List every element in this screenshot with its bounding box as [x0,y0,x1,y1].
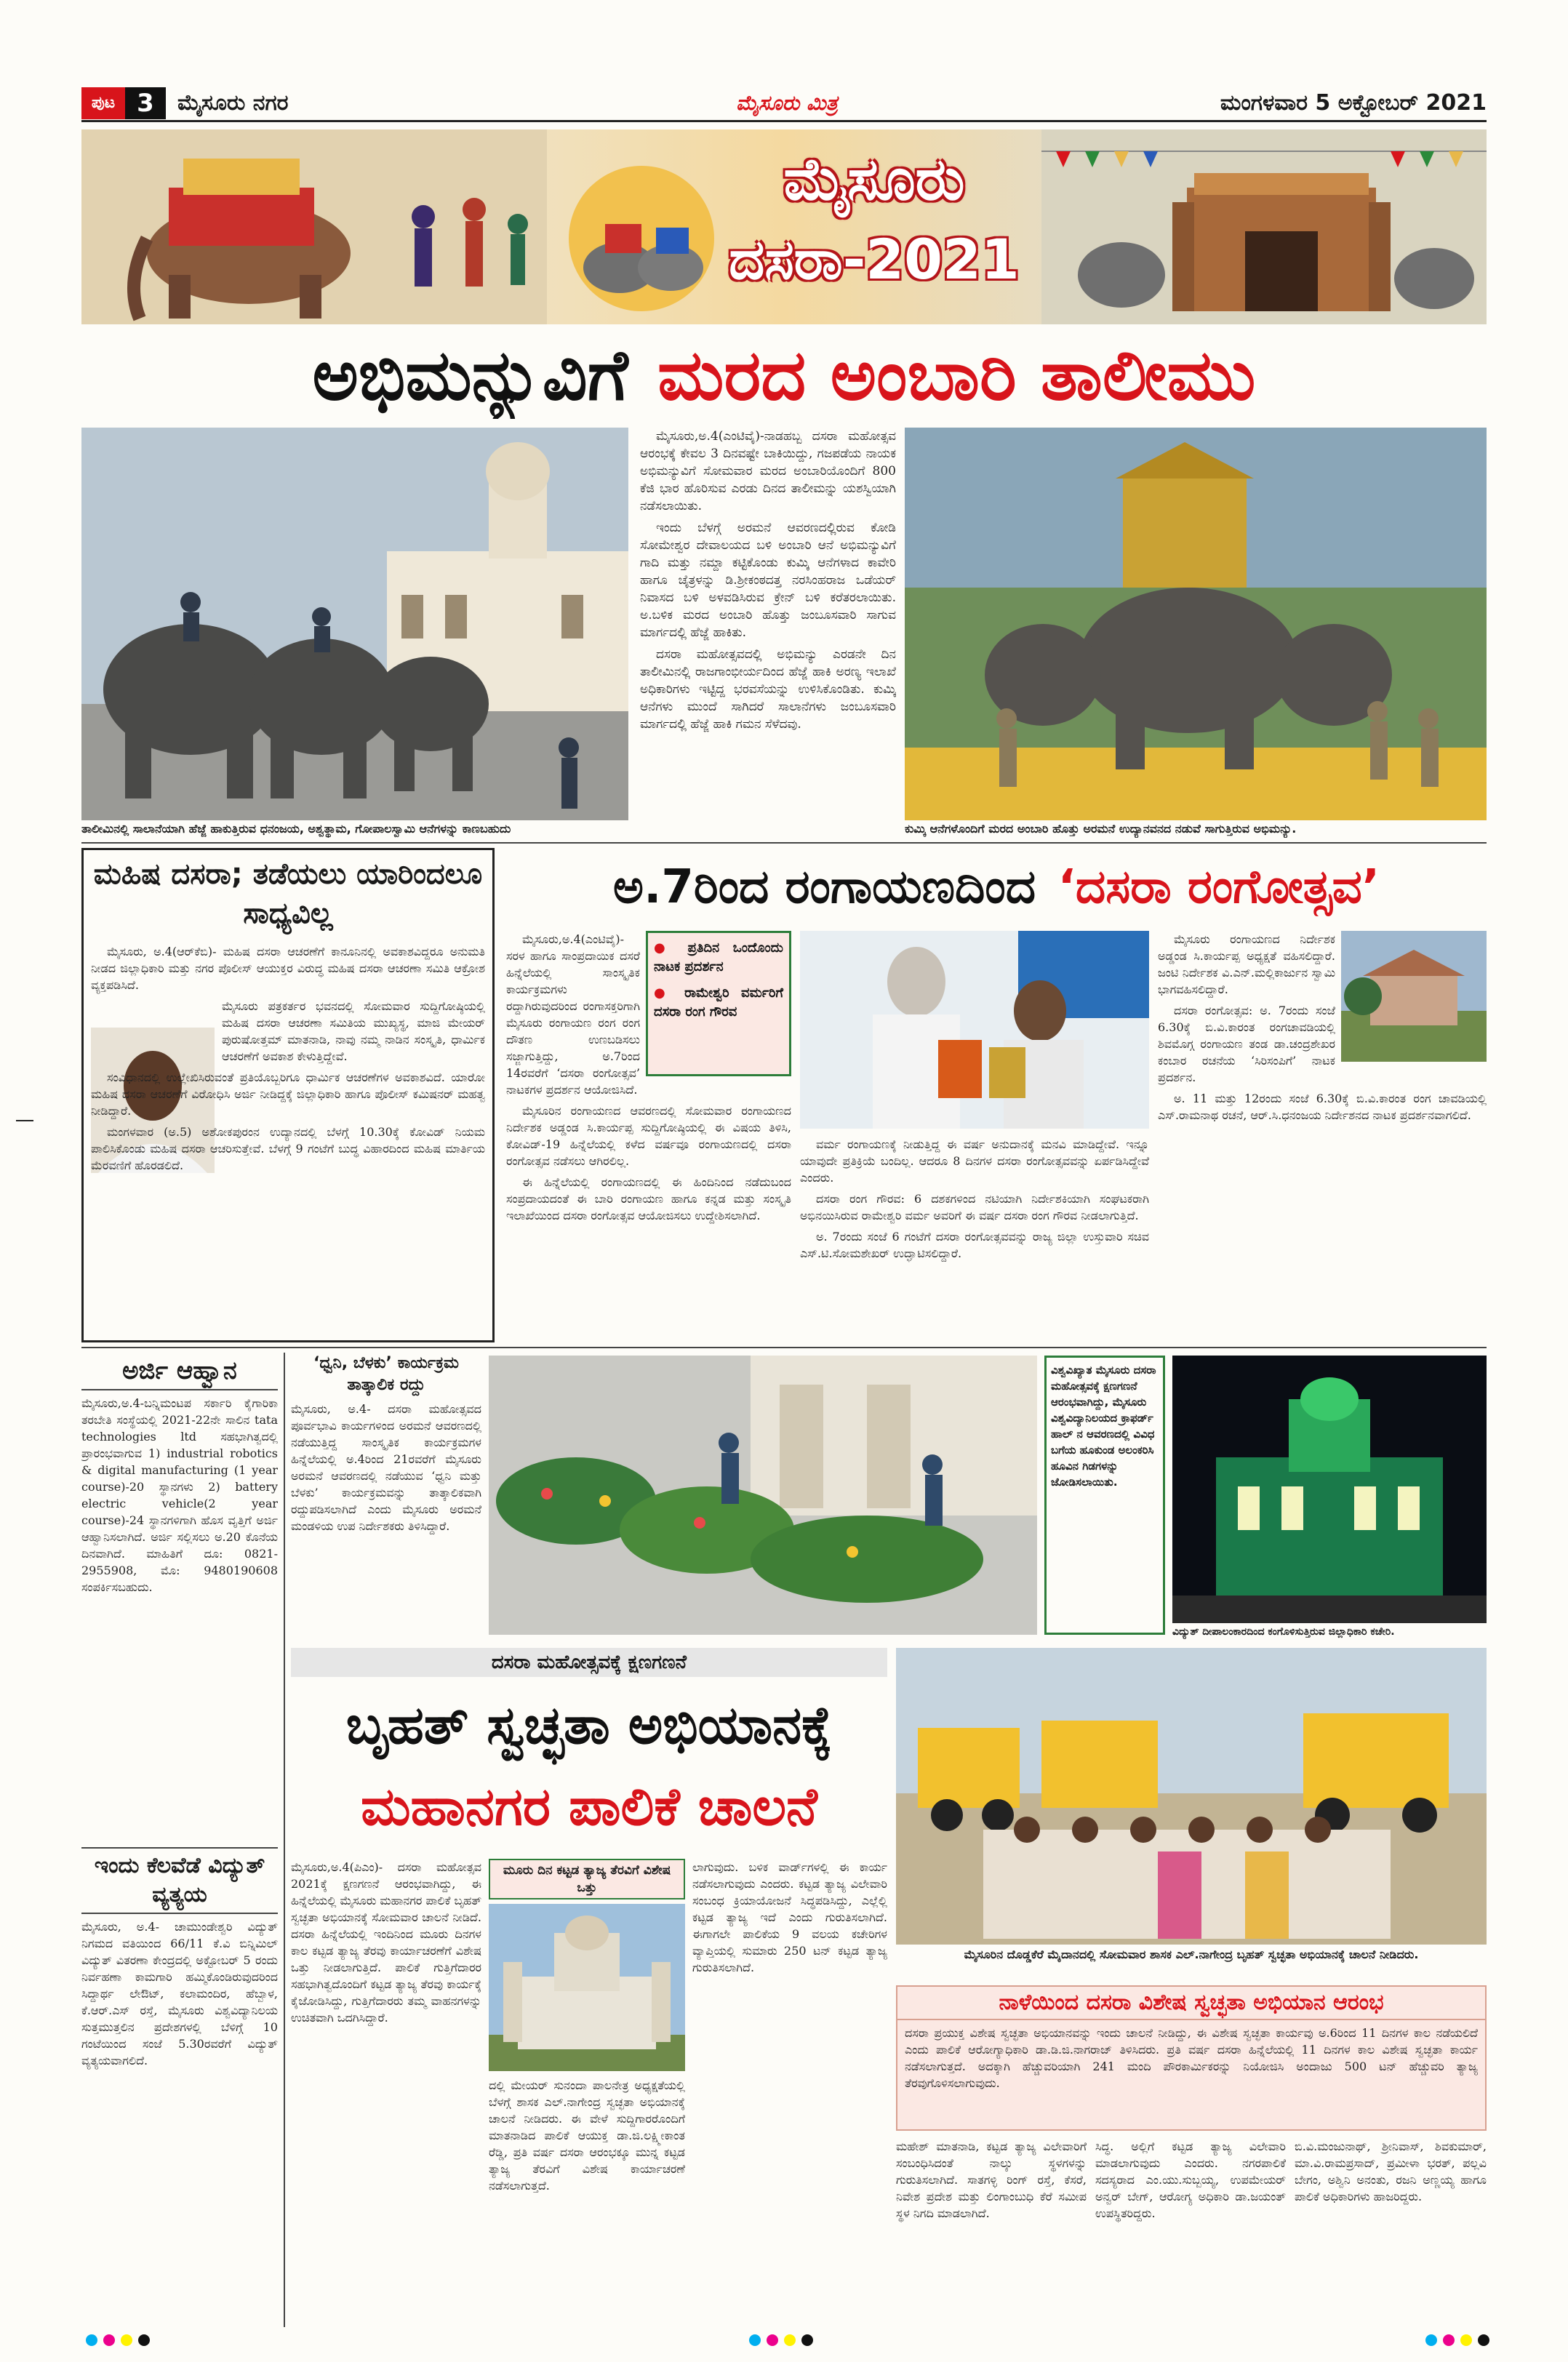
special-drive-bottom-col1: ಮಹೇಶ್ ಮಾತನಾಡಿ, ಕಟ್ಟಡ ತ್ಯಾಜ್ಯ ವಿಲೇವಾರಿಗೆ ಸಂಬಂಧಿಸಿದಂತೆ ನಾಲ್ಕು ಸ್ಥಳಗಳನ್ನು ಗುರುತಿಸಲಾಗಿದೆ. ಸಾತಗಳ್ಳಿ ರಿಂಗ್ ರಸ್ತೆ, ಕೆಸರೆ, ನಿವೇಶ ಪ್ರದೇಶ ಮತ್ತು ಲಿಂಗಾಂಬುಧಿ ಕೆರೆ ಸಮೀಪ ಸ್ಥಳ ನಿಗದಿ ಮಾಡಲಾಗಿದೆ. [896,2139,1087,2220]
cleanliness-kicker: ದಸರಾ ಮಹೋತ್ಸವಕ್ಕೆ ಕ್ಷಣಗಣನೆ [291,1648,887,1677]
photo-rangayana-release [800,931,1149,1129]
power-headline: ಇಂದು ಕೆಲವೆಡೆ ವಿದ್ಯುತ್ ವ್ಯತ್ಯಯ [81,1847,278,1914]
masthead [81,84,1487,122]
rangayana-body-col1 [506,931,791,1338]
main-story-para-3: ದಸರಾ ಮಹೋತ್ಸವದಲ್ಲಿ ಅಭಿಮನ್ಯು ಎರಡನೇ ದಿನ ತಾಲೀಮಿನಲ್ಲಿ ರಾಜಗಾಂಭೀರ್ಯದಿಂದ ಹೆಜ್ಜೆ ಹಾಕಿ ಅರಣ್ಯ ಇಲಾಖೆ ಅಧಿಕಾರಿಗಳು ಇಟ್ಟಿದ್ದ ಭರವಸೆಯನ್ನು ಉಳಿಸಿಕೊಂಡಿತು. ಕುಮ್ಕಿ ಆನೆಗಳು ಮುಂದೆ ಸಾಗಿದರೆ ಸಾಲಾನೆಗಳು ಜಂಬೂಸವಾರಿ ಮಾರ್ಗದಲ್ಲಿ ಹೆಜ್ಜೆ ಹಾಕಿ ಗಮನ ಸೆಳೆದವು. [640,647,896,732]
main-story-body [640,428,896,835]
reg-dot-black [138,2334,150,2346]
banner-title-line1: ಮೈಸೂರು [783,145,965,213]
rangayana-col1-para-1: ಮೈಸೂರು,ಅ.4(ಎಂಟಿವೈ)- ಸರಳ ಹಾಗೂ ಸಾಂಪ್ರದಾಯಿಕ ದಸರೆ ಹಿನ್ನೆಲೆಯಲ್ಲಿ ಸಾಂಸ್ಕೃತಿಕ ಕಾರ್ಯಕ್ರಮಗಳು ರದ್ದಾಗಿರುವುದರಿಂದ ರಂಗಾಸಕ್ತರಿಗಾಗಿ ಮೈಸೂರು ರಂಗಾಯಣ ರಂಗ ರಂಗ ದೌತಣ ಉಣಬಡಿಸಲು ಸಜ್ಜಾಗುತ್ತಿದ್ದು, ಅ.7ರಿಂದ 14ರವರೆಗೆ ‘ದಸರಾ ರಂಗೋತ್ಸವ’ ನಾಟಕಗಳ ಪ್ರದರ್ಶನ ಆಯೋಜಿಸಿದೆ. [506,932,640,1097]
mahisha-headline: ಮಹಿಷ ದಸರಾ; ತಡೆಯಲು ಯಾರಿಂದಲೂ ಸಾಧ್ಯವಿಲ್ಲ [93,857,483,930]
margin-tick [16,1120,33,1121]
cleanliness-body-col1: ಮೈಸೂರು,ಅ.4(ಪಿಎಂ)- ದಸರಾ ಮಹೋತ್ಸವ 2021ಕ್ಕೆ ಕ್ಷಣಗಣನೆ ಆರಂಭವಾಗಿದ್ದು, ಈ ಹಿನ್ನೆಲೆಯಲ್ಲಿ ಮೈಸೂರು ಮಹಾನಗರ ಪಾಲಿಕೆ ಬೃಹತ್ ಸ್ವಚ್ಛತಾ ಅಭಿಯಾನಕ್ಕೆ ಸೋಮವಾರ ಚಾಲನೆ ನೀಡಿದೆ. ದಸರಾ ಹಿನ್ನೆಲೆಯಲ್ಲಿ ಇಂದಿನಿಂದ ಮೂರು ದಿನಗಳ ಕಾಲ ಕಟ್ಟಡ ತ್ಯಾಜ್ಯ ತೆರವು ಕಾರ್ಯಾಚರಣೆಗೆ ವಿಶೇಷ ಒತ್ತು ನೀಡಲಾಗುತ್ತಿದೆ. ಪಾಲಿಕೆ ಗುತ್ತಿಗೆದಾರರ ಸಹಭಾಗಿತ್ವದೊಂದಿಗೆ ಕಟ್ಟಡ ತ್ಯಾಜ್ಯ ತೆರವು ಕಾರ್ಯಕ್ಕೆ ಕೈಜೋಡಿಸಿದ್ದು, ಗುತ್ತಿಗೆದಾರರು ತಮ್ಮ ವಾಹನಗಳನ್ನು ಉಚಿತವಾಗಿ ಒದಗಿಸಿದ್ದಾರೆ. [291,1860,481,2025]
cleanliness-drive-image [896,1648,1487,1945]
banner-palace-art [1041,129,1487,324]
divider-after-main [81,842,1487,844]
elephants-palace-image [81,428,628,820]
mahisha-para-1: ಮೈಸೂರು, ಅ.4(ಆರ್‌ಕೆಬಿ)- ಮಹಿಷ ದಸರಾ ಆಚರಣೆಗೆ ಕಾನೂನಿನಲ್ಲಿ ಅವಕಾಶವಿದ್ದರೂ ಅನುಮತಿ ನೀಡದ ಜಿಲ್ಲಾಧಿಕಾರಿ ಮತ್ತು ನಗರ ಪೊಲೀಸ್ ಆಯುಕ್ತರ ವಿರುದ್ಧ ಮಹಿಷ ದಸರಾ ಆಚರಣಾ ಸಮಿತಿ ಆಕ್ರೋಶ ವ್ಯಕ್ತಪಡಿಸಿದೆ. [91,945,485,992]
cleanliness-subbox: ಮೂರು ದಿನ ಕಟ್ಟಡ ತ್ಯಾಜ್ಯ ತೆರವಿಗೆ ವಿಶೇಷ ಒತ್ತು [489,1859,685,1899]
rangayana-bullet-1: ● ಪ್ರತಿದಿನ ಒಂದೊಂದು ನಾಟಕ ಪ್ರದರ್ಶನ [654,940,783,974]
dhwani-story [291,1353,481,1644]
cleanliness-headline [291,1684,887,1851]
banner-title-plate [721,140,1027,314]
cleanliness-body-col3: ಲಾಗುವುದು. ಬಳಿಕ ವಾರ್ಡ್‌ಗಳಲ್ಲಿ ಈ ಕಾರ್ಯ ನಡೆಸಲಾಗುವುದು ಎಂದರು. ಕಟ್ಟಡ ತ್ಯಾಜ್ಯ ವಿಲೇವಾರಿ ಸಂಬಂಧ ಕ್ರಿಯಾಯೋಜನೆ ಸಿದ್ಧಪಡಿಸಿದ್ದು, ಎಲ್ಲೆಲ್ಲಿ ಕಟ್ಟಡ ತ್ಯಾಜ್ಯ ಇದೆ ಎಂದು ಗುರುತಿಸಲಾಗಿದೆ. ಈಗಾಗಲೇ ಪಾಲಿಕೆಯ 9 ವಲಯ ಕಚೇರಿಗಳ ವ್ಯಾಪ್ತಿಯಲ್ಲಿ ಸುಮಾರು 250 ಟನ್ ಕಟ್ಟಡ ತ್ಯಾಜ್ಯ ಗುರುತಿಸಲಾಗಿದೆ. [692,1860,887,1974]
page-number: 3 [125,87,166,119]
main-headline [81,332,1487,419]
rangayana-building-image [1341,931,1487,1062]
mahisha-para-2: ಮೈಸೂರು ಪತ್ರಕರ್ತರ ಭವನದಲ್ಲಿ ಸೋಮವಾರ ಸುದ್ದಿಗೋಷ್ಠಿಯಲ್ಲಿ ಮಹಿಷ ದಸರಾ ಆಚರಣಾ ಸಮಿತಿಯ ಮುಖ್ಯಸ್ಥ, ಮಾಜಿ ಮೇಯರ್ ಪುರುಷೋತ್ತಮ್ ಮಾತನಾಡಿ, ನಾವು ನಮ್ಮ ನಾಡಿನ ಸಂಸ್ಕೃತಿ, ಧಾರ್ಮಿಕ ಆಚರಣೆಗೆ ಅವಕಾಶ ಕೇಳುತ್ತಿದ್ದೇವೆ. [222,999,485,1063]
special-drive-bottom-col3: ಬಿ.ವಿ.ಮಂಜುನಾಥ್, ಶ್ರೀನಿವಾಸ್, ಶಿವಕುಮಾರ್, ಮಾ.ವಿ.ರಾಮಪ್ರಸಾದ್, ಪ್ರಮೀಳಾ ಭರತ್, ಪಲ್ಲವಿ ಬೇಗಂ, ಅಶ್ವಿನಿ ಅನಂತು, ರಜನಿ ಅಣ್ಣಯ್ಯ ಹಾಗೂ ಪಾಲಿಕೆ ಅಧಿಕಾರಿಗಳು ಹಾಜರಿದ್ದರು. [1295,2139,1487,2203]
side-elephant-icon [1078,242,1165,308]
photo-left-caption: ತಾಲೀಮಿನಲ್ಲಿ ಸಾಲಾನೆಯಾಗಿ ಹೆಜ್ಜೆ ಹಾಕುತ್ತಿರುವ ಧನಂಜಯ, ಅಶ್ವತ್ಥಾಮ, ಗೋಪಾಲಸ್ವಾಮಿ ಆನೆಗಳನ್ನು ಕಾಣಬಹುದು [81,822,511,836]
palike-building-image [489,1904,685,2071]
rangayana-headline-black: ಅ.7ರಿಂದ ರಂಗಾಯಣದಿಂದ [612,860,1036,914]
arji-headline: ಅರ್ಜಿ ಆಹ್ವಾನ [81,1353,278,1390]
main-story-para-2: ಇಂದು ಬೆಳಗ್ಗೆ ಅರಮನೆ ಆವರಣದಲ್ಲಿರುವ ಕೋಡಿ ಸೋಮೇಶ್ವರ ದೇವಾಲಯದ ಬಳಿ ಅಂಬಾರಿ ಆನೆ ಅಭಿಮನ್ಯುವಿಗೆ ಗಾದಿ ಮತ್ತು ನಮ್ದಾ ಕಟ್ಟಿಕೊಂಡು ಕುಮ್ಕಿ ಆನೆಗಳಾದ ಕಾವೇರಿ ಹಾಗೂ ಚೈತ್ರಳನ್ನು ಡಿ.ಶ್ರೀಕಂಠದತ್ತ ನರಸಿಂಹರಾಜ ಒಡೆಯರ್ ನಿವಾಸದ ಬಳಿ ಅಳವಡಿಸಿರುವ ಕ್ರೇನ್ ಬಳಿ ಕರೆತರಲಾಯಿತು. ಅ.ಬಳಿಕ ಮರದ ಅಂಬಾರಿ ಹೊತ್ತು ಜಂಬೂಸವಾರಿ ಸಾಗುವ ಮಾರ್ಗದಲ್ಲಿ ಹೆಜ್ಜೆ ಹಾಕಿತು. [640,521,896,640]
rangayana-body-col3 [1158,931,1487,1338]
photo-dc-office-lighting [1172,1356,1487,1623]
rangayana-col3-para-2: ದಸರಾ ರಂಗೋತ್ಸವ: ಅ. 7ರಂದು ಸಂಜೆ 6.30ಕ್ಕೆ ಬಿ.ವಿ.ಕಾರಂತ ರಂಗಚಾವಡಿಯಲ್ಲಿ ಶಿವಮೊಗ್ಗ ರಂಗಾಯಣ ತಂಡ ಡಾ.ಚಂದ್ರಶೇಖರ ಕಂಬಾರ ರಚನೆಯ ‘ಸಿರಿಸಂಪಿಗೆ’ ನಾಟಕ ಪ್ರದರ್ಶನ. [1158,1004,1335,1084]
page-label: ಪುಟ [81,87,125,119]
rangayana-col2-para-2: ದಸರಾ ರಂಗ ಗೌರವ: 6 ದಶಕಗಳಿಂದ ನಟಿಯಾಗಿ ನಿರ್ದೇಶಕಿಯಾಗಿ ಸಂಘಟಕರಾಗಿ ಅಭಿನಯಿಸಿರುವ ರಾಮೇಶ್ವರಿ ವರ್ಮ ಅವರಿಗೆ ಈ ವರ್ಷ ದಸರಾ ರಂಗ ಗೌರವ ನೀಡಲಾಗುತ್ತಿದೆ. [800,1192,1149,1222]
mahisha-para-4: ಮಂಗಳವಾರ (ಅ.5) ಅಶೋಕಪುರಂನ ಉದ್ಯಾನದಲ್ಲಿ ಬೆಳಗ್ಗೆ 10.30ಕ್ಕೆ ಕೋವಿಡ್ ನಿಯಮ ಪಾಲಿಸಿಕೊಂಡು ಮಹಿಷ ದಸರಾ ಆಚರಿಸುತ್ತೇವೆ. ಬೆಳಗ್ಗೆ 9 ಗಂಟೆಗೆ ಬುದ್ಧ ವಿಹಾರದಿಂದ ಮಹಿಷ ಮಾರ್ತಿಯ ಮೆರವಣಿಗೆ ಹೊರಡಲಿದೆ. [91,1125,485,1172]
divider-after-rangayana [81,1347,1487,1348]
photo-cleanliness-drive [896,1648,1487,1945]
photo-flower-pots [489,1356,1037,1635]
cleanliness-headline-black: ಬೃಹತ್ ಸ್ವಚ್ಛತಾ ಅಭಿಯಾನಕ್ಕೆ [345,1694,833,1756]
reg-dot-cyan [86,2334,97,2346]
divider-left-column [284,1353,285,2327]
lighting-caption: ವಿದ್ಯುತ್ ದೀಪಾಲಂಕಾರದಿಂದ ಕಂಗೊಳಿಸುತ್ತಿರುವ ಜಿಲ್ಲಾಧಿಕಾರಿ ಕಚೇರಿ. [1172,1626,1395,1638]
flower-caption: ವಿಶ್ವವಿಖ್ಯಾತ ಮೈಸೂರು ದಸರಾ ಮಹೋತ್ಸವಕ್ಕೆ ಕ್ಷಣಗಣನೆ ಆರಂಭವಾಗಿದ್ದು, ಮೈಸೂರು ವಿಶ್ವವಿದ್ಯಾನಿಲಯದ ಕ್ರಾಫರ್ಡ್ ಹಾಲ್ ನ ಆವರಣದಲ್ಲಿ ವಿವಿಧ ಬಗೆಯ ಹೂಕುಂಡ ಅಲಂಕರಿಸಿ ಹೂವಿನ ಗಿಡಗಳನ್ನು ಜೋಡಿಸಲಾಯಿತು. [1051,1364,1156,1489]
special-drive-body: ದಸರಾ ಪ್ರಯುಕ್ತ ವಿಶೇಷ ಸ್ವಚ್ಛತಾ ಅಭಿಯಾನವನ್ನು ಇಂದು ಚಾಲನೆ ನೀಡಿದ್ದು, ಈ ವಿಶೇಷ ಸ್ವಚ್ಛತಾ ಕಾರ್ಯವು ಅ.6ರಿಂದ 11 ದಿನಗಳ ಕಾಲ ನಡೆಯಲಿದೆ ಎಂದು ಪಾಲಿಕೆ ಆರೋಗ್ಯಾಧಿಕಾರಿ ಡಾ.ಡಿ.ಜಿ.ನಾಗರಾಜ್ ತಿಳಿಸಿದರು. ಪ್ರತಿ ವರ್ಷ ದಸರಾ ಹಿನ್ನೆಲೆಯಲ್ಲಿ 11 ದಿನಗಳ ಕಾಲ ವಿಶೇಷ ಸ್ವಚ್ಛತಾ ಕಾರ್ಯ ನಡೆಸಲಾಗುತ್ತದೆ. ಅದಕ್ಕಾಗಿ ಹೆಚ್ಚುವರಿಯಾಗಿ 241 ಮಂದಿ ಪೌರಕಾರ್ಮಿಕರನ್ನು ನಿಯೋಜಿಸಿ ಅಂದಾಜು 500 ಟನ್ ಹೆಚ್ಚುವರಿ ತ್ಯಾಜ್ಯ ತೆರವುಗೊಳಿಸಲಾಗುವುದು. [905,2026,1478,2090]
rangayana-body-col2 [800,1136,1149,1338]
drive-caption: ಮೈಸೂರಿನ ದೊಡ್ಡಕೆರೆ ಮೈದಾನದಲ್ಲಿ ಸೋಮವಾರ ಶಾಸಕ ಎಲ್.ನಾಗೇಂದ್ರ ಬೃಹತ್ ಸ್ವಚ್ಛತಾ ಅಭಿಯಾನಕ್ಕೆ ಚಾಲನೆ ನೀಡಿದರು. [964,1947,1419,1961]
rangayana-col1-para-2: ಮೈಸೂರಿನ ರಂಗಾಯಣದ ಆವರಣದಲ್ಲಿ ಸೋಮವಾರ ರಂಗಾಯಣದ ನಿರ್ದೇಶಕ ಅಡ್ಡಂಡ ಸಿ.ಕಾರ್ಯಪ್ಪ ಸುದ್ದಿಗೋಷ್ಠಿಯಲ್ಲಿ ಈ ವಿಷಯ ತಿಳಿಸಿ, ಕೋವಿಡ್-19 ಹಿನ್ನೆಲೆಯಲ್ಲಿ ಕಳೆದ ವರ್ಷವೂ ರಂಗಾಯಣದಲ್ಲಿ ದಸರಾ ರಂಗೋತ್ಸವ ನಡೆಸಲು ಆಗಿರಲಿಲ್ಲ. [506,1104,791,1168]
palace-gate-icon [1172,173,1391,311]
flower-caption-box [1044,1356,1165,1635]
dasara-banner [81,129,1487,324]
issue-date: ಮಂಗಳವಾರ 5 ಅಕ್ಟೋಬರ್ 2021 [1220,90,1487,116]
flower-pots-image [489,1356,1037,1635]
arji-story [81,1353,278,1840]
rangayana-bullet-2: ● ರಾಮೇಶ್ವರಿ ವರ್ಮರಿಗೆ ದಸರಾ ರಂಗ ಗೌರವ [654,985,783,1020]
special-drive-headline: ನಾಳೆಯಿಂದ ದಸರಾ ವಿಶೇಷ ಸ್ವಚ್ಛತಾ ಅಭಿಯಾನ ಆರಂಭ [897,1987,1485,2020]
banner-center-elephants [561,159,721,319]
photo-elephants-palace [81,428,628,820]
mahisha-story-box [81,848,495,1342]
rangayana-col3-para-3: ಅ. 11 ಮತ್ತು 12ರಂದು ಸಂಜೆ 6.30ಕ್ಕೆ ಬಿ.ವಿ.ಕಾರಂತ ರಂಗ ಚಾವಡಿಯಲ್ಲಿ ಎಸ್.ರಾಮನಾಥ ರಚನೆ, ಆರ್.ಸಿ.ಧನಂಜಯ ನಿರ್ದೇಶನದ ನಾಟಕ ಪ್ರದರ್ಶನವಾಗಲಿದೆ. [1158,1092,1487,1122]
special-drive-bottom-col2: ಸಿದ್ಧ. ಅಲ್ಲಿಗೆ ಕಟ್ಟಡ ತ್ಯಾಜ್ಯ ವಿಲೇವಾರಿ ಮಾಡಲಾಗುವುದು ಎಂದರು. ನಗರಪಾಲಿಕೆ ಸದಸ್ಯರಾದ ಎಂ.ಯು.ಸುಬ್ಬಯ್ಯ, ಉಪಮೇಯರ್ ಅನ್ವರ್ ಬೇಗ್, ಆರೋಗ್ಯ ಅಧಿಕಾರಿ ಡಾ.ಜಯಂತ್ ಉಪಸ್ಥಿತರಿದ್ದರು. [1095,2139,1286,2220]
reg-dot-magenta [103,2334,115,2346]
rangayana-release-image [800,931,1149,1129]
mahisha-para-3: ಸಂವಿಧಾನದಲ್ಲಿ ಉಲ್ಲೇಖಿಸಿರುವಂತೆ ಪ್ರತಿಯೊಬ್ಬರಿಗೂ ಧಾರ್ಮಿಕ ಆಚರಣೆಗಳ ಅವಕಾಶವಿದೆ. ಯಾರೋ ಮಹಿಷ ದಸರಾ ಆಚರಣೆಗೆ ವಿರೋಧಿಸಿ ಅರ್ಜಿ ನೀಡಿದ್ದಕ್ಕೆ ಜಿಲ್ಲಾಧಿಕಾರಿ ಹಾಗೂ ಪೊಲೀಸ್ ಕಮಿಷನರ್ ಮಹತ್ವ ನೀಡಿದ್ದಾರೆ. [91,1070,485,1118]
cleanliness-body-col2: ದಲ್ಲಿ ಮೇಯರ್ ಸುನಂದಾ ಪಾಲನೇತ್ರ ಅಧ್ಯಕ್ಷತೆಯಲ್ಲಿ ಬೆಳಗ್ಗೆ ಶಾಸಕ ಎಲ್.ನಾಗೇಂದ್ರ ಸ್ವಚ್ಛತಾ ಅಭಿಯಾನಕ್ಕೆ ಚಾಲನೆ ನೀಡಿದರು. ಈ ವೇಳೆ ಸುದ್ದಿಗಾರರೊಂದಿಗೆ ಮಾತನಾಡಿದ ಪಾಲಿಕೆ ಆಯುಕ್ತ ಡಾ.ಜಿ.ಲಕ್ಷ್ಮೀಕಾಂತ ರೆಡ್ಡಿ, ಪ್ರತಿ ವರ್ಷ ದಸರಾ ಆರಂಭಕ್ಕೂ ಮುನ್ನ ಕಟ್ಟಡ ತ್ಯಾಜ್ಯ ತೆರವಿಗೆ ವಿಶೇಷ ಕಾರ್ಯಾಚರಣೆ ನಡೆಸಲಾಗುತ್ತದೆ. [489,2078,685,2193]
rangayana-bullet-box [646,931,791,1076]
rangayana-col2-para-3: ಅ. 7ರಂದು ಸಂಜೆ 6 ಗಂಟೆಗೆ ದಸರಾ ರಂಗೋತ್ಸವವನ್ನು ರಾಜ್ಯ ಜಿಲ್ಲಾ ಉಸ್ತುವಾರಿ ಸಚಿವ ಎಸ್.ಟಿ.ಸೋಮಶೇಖರ್ ಉದ್ಘಾಟಿಸಲಿದ್ದಾರೆ. [800,1230,1149,1260]
rangayana-col2-para-1: ವರ್ಮ ರಂಗಾಯಣಕ್ಕೆ ನೀಡುತ್ತಿದ್ದ ಈ ವರ್ಷ ಅನುದಾನಕ್ಕೆ ಮನವಿ ಮಾಡಿದ್ದೇವೆ. ಇನ್ನೂ ಯಾವುದೇ ಪ್ರತಿಕ್ರಿಯೆ ಬಂದಿಲ್ಲ. ಆದರೂ 8 ದಿನಗಳ ದಸರಾ ರಂಗೋತ್ಸವವನ್ನು ಏರ್ಪಡಿಸಿದ್ದೇವೆ ಎಂದರು. [800,1137,1149,1185]
main-story-para-1: ಮೈಸೂರು,ಅ.4(ಎಂಟಿವೈ)-ನಾಡಹಬ್ಬ ದಸರಾ ಮಹೋತ್ಸವ ಆರಂಭಕ್ಕೆ ಕೇವಲ 3 ದಿನವಷ್ಟೇ ಬಾಕಿಯಿದ್ದು, ಗಜಪಡೆಯ ನಾಯಕ ಅಭಿಮನ್ಯುವಿಗೆ ಸೋಮವಾರ ಮರದ ಅಂಬಾರಿಯೊಂದಿಗೆ 800 ಕೆಜಿ ಭಾರ ಹೊರಿಸುವ ಎರಡು ದಿನದ ತಾಲೀಮನ್ನು ಯಶಸ್ವಿಯಾಗಿ ನಡೆಸಲಾಯಿತು. [640,429,896,513]
power-body: ಮೈಸೂರು, ಅ.4- ಚಾಮುಂಡೇಶ್ವರಿ ವಿದ್ಯುತ್ ನಿಗಮದ ವತಿಯಿಂದ 66/11 ಕೆ.ವಿ ಬಿನ್ನಿಮಿಲ್ ವಿದ್ಯುತ್ ವಿತರಣಾ ಕೇಂದ್ರದಲ್ಲಿ ಅಕ್ಟೋಬರ್ 5 ರಂದು ನಿರ್ವಹಣಾ ಕಾಮಗಾರಿ ಹಮ್ಮಿಕೊಂಡಿರುವುದರಿಂದ ಸಿದ್ದಾರ್ಥ ಲೇಔಟ್, ಕಲಾಮಂದಿರ, ಹೆಬ್ಬಾಳ, ಕೆ.ಆರ್.ಎಸ್ ರಸ್ತೆ, ಮೈಸೂರು ವಿಶ್ವವಿದ್ಯಾನಿಲಯ ಸುತ್ತಮುತ್ತಲಿನ ಪ್ರದೇಶಗಳಲ್ಲಿ ಬೆಳಿಗ್ಗೆ 10 ಗಂಟೆಯಿಂದ ಸಂಜೆ 5.30ರವರೆಗೆ ವಿದ್ಯುತ್ ವ್ಯತ್ಯಯವಾಗಲಿದೆ. [81,1920,278,2067]
photo-right-caption: ಕುಮ್ಕಿ ಆನೆಗಳೊಂದಿಗೆ ಮರದ ಅಂಬಾರಿ ಹೊತ್ತು ಅರಮನೆ ಉದ್ಯಾನವನದ ನಡುವೆ ಸಾಗುತ್ತಿರುವ ಅಭಿಮನ್ಯು. [905,822,1297,836]
power-story [81,1847,278,2327]
banner-title-line2: ದಸರಾ-2021 [729,227,1020,292]
photo-rangayana-building [1341,931,1487,1062]
rangayana-col3-para-1: ಮೈಸೂರು ರಂಗಾಯಣದ ನಿರ್ದೇಶಕ ಅಡ್ಡಂಡ ಸಿ.ಕಾರ್ಯಪ್ಪ ಅಧ್ಯಕ್ಷತೆ ವಹಿಸಲಿದ್ದಾರೆ. ಜಂಟಿ ನಿರ್ದೇಶಕ ವಿ.ಎನ್.ಮಲ್ಲಿಕಾರ್ಜುನ ಸ್ವಾಮಿ ಭಾಗವಹಿಸಲಿದ್ದಾರೆ. [1158,932,1335,996]
dhwani-headline: ‘ಧ್ವನಿ, ಬೆಳಕು’ ಕಾರ್ಯಕ್ರಮ ತಾತ್ಕಾಲಿಕ ರದ್ದು [313,1354,459,1394]
photo-palike-building [489,1904,685,2071]
dhwani-body: ಮೈಸೂರು, ಅ.4- ದಸರಾ ಮಹೋತ್ಸವದ ಪೂರ್ವಭಾವಿ ಕಾರ್ಯಗಳಿಂದ ಅರಮನೆ ಆವರಣದಲ್ಲಿ ನಡೆಯುತ್ತಿದ್ದ ಸಾಂಸ್ಕೃತಿಕ ಕಾರ್ಯಕ್ರಮಗಳ ಹಿನ್ನೆಲೆಯಲ್ಲಿ ಅ.4ರಿಂದ 21ರವರೆಗೆ ಮೈಸೂರು ಅರಮನೆ ಆವರಣದಲ್ಲಿ ನಡೆಯುವ ‘ಧ್ವನಿ ಮತ್ತು ಬೆಳಕು’ ಕಾರ್ಯಕ್ರಮವನ್ನು ತಾತ್ಕಾಲಿಕವಾಗಿ ರದ್ದುಪಡಿಸಲಾಗಿದೆ ಎಂದು ಮೈಸೂರು ಅರಮನೆ ಮಂಡಳಿಯ ಉಪ ನಿರ್ದೇಶಕರು ತಿಳಿಸಿದ್ದಾರೆ. [291,1402,481,1533]
cleanliness-headline-red: ಮಹಾನಗರ ಪಾಲಿಕೆ ಚಾಲನೆ [361,1776,817,1837]
photo-abhimanyu-ambari [905,428,1487,820]
officials-group-icon [983,1817,1391,1939]
rangayana-headline-red: ‘ದಸರಾ ರಂಗೋತ್ಸವ’ [1057,860,1380,914]
abhimanyu-ambari-image [905,428,1487,820]
main-headline-black: ಅಭಿಮನ್ಯುವಿಗೆ [312,335,628,416]
dc-office-lighting-image [1172,1356,1487,1623]
mahisha-body [91,943,485,1336]
banner-elephant-art [81,129,547,324]
rangayana-col1-para-3: ಈ ಹಿನ್ನೆಲೆಯಲ್ಲಿ ರಂಗಾಯಣದಲ್ಲಿ ಈ ಹಿಂದಿನಿಂದ ನಡೆದುಬಂದ ಸಂಪ್ರದಾಯದಂತೆ ಈ ಬಾರಿ ರಂಗಾಯಣ ಹಾಗೂ ಕನ್ನಡ ಮತ್ತು ಸಂಸ್ಕೃತಿ ಇಲಾಖೆಯಿಂದ ದಸರಾ ರಂಗೋತ್ಸವ ಆಯೋಜಿಸಲು ಉದ್ದೇಶಿಸಲಾಗಿದೆ. [506,1175,791,1222]
rangayana-headline [506,852,1487,922]
special-drive-box [896,1985,1487,2131]
section-name: ಮೈಸೂರು ನಗರ [177,90,289,116]
paper-name: ಮೈಸೂರು ಮಿತ್ರ [736,91,838,115]
arji-body: ಮೈಸೂರು,ಅ.4-ಬನ್ನಿಮಂಟಪ ಸರ್ಕಾರಿ ಕೈಗಾರಿಕಾ ತರಬೇತಿ ಸಂಸ್ಥೆಯಲ್ಲಿ 2021-22ನೇ ಸಾಲಿನ tata technologies ltd ಸಹಭಾಗಿತ್ವದಲ್ಲಿ ಪ್ರಾರಂಭವಾಗುವ 1) industrial robotics & digital manufacturing (1 year course)-20 ಸ್ಥಾನಗಳು 2) battery electric vehicle(2 year course)-24 ಸ್ಥಾನಗಳಿಗಾಗಿ ಹೊಸ ವೃತ್ತಿಗೆ ಅರ್ಜಿ ಆಹ್ವಾನಿಸಲಾಗಿದೆ. ಅರ್ಜಿ ಸಲ್ಲಿಸಲು ಅ.20 ಕೊನೆಯ ದಿನವಾಗಿದೆ. ಮಾಹಿತಿಗೆ ದೂ: 0821-2955908, ಮೊ: 9480190608 ಸಂಪರ್ಕಿಸಬಹುದು. [81,1396,278,1594]
reg-dot-yellow [121,2334,132,2346]
main-headline-red: ಮರದ ಅಂಬಾರಿ ತಾಲೀಮು [657,335,1256,416]
